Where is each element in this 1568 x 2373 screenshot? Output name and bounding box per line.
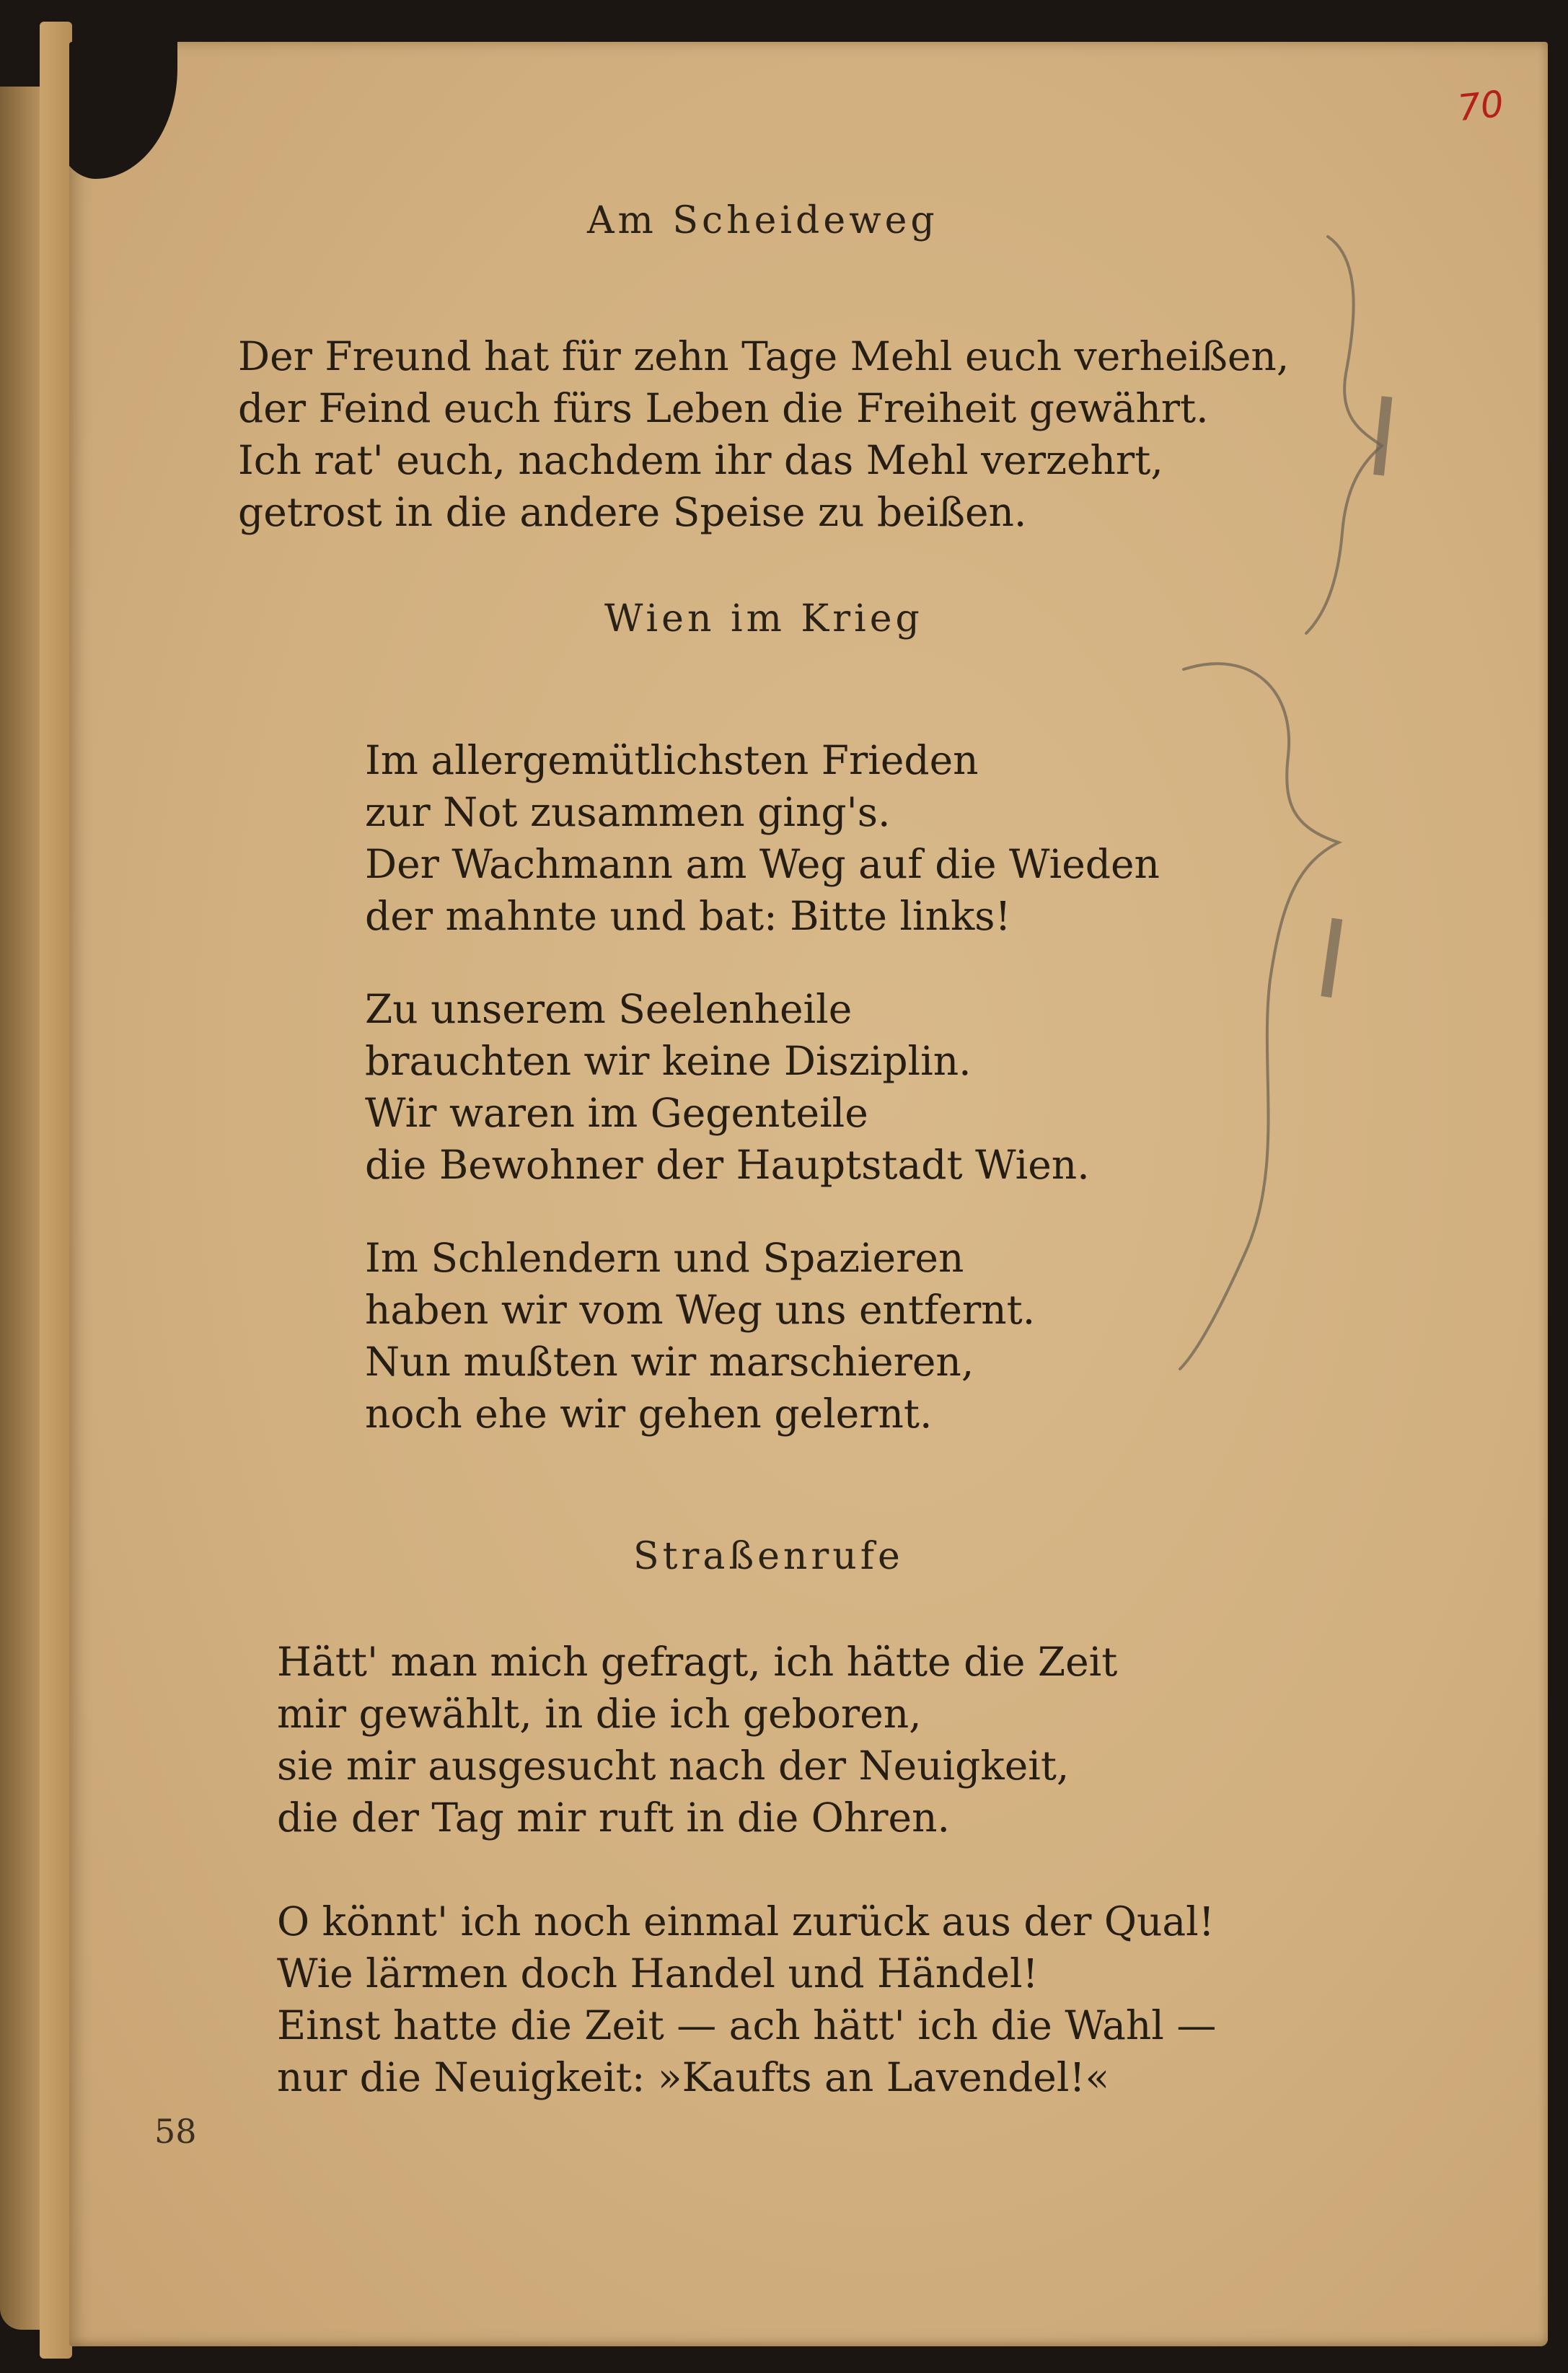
verse-line: Im Schlendern und Spazieren [365,1235,964,1281]
poem-title-strassenrufe: Straßenrufe [633,1535,904,1578]
verse-line: Im allergemütlichsten Frieden [365,737,979,783]
page-number: 58 [154,2112,197,2151]
verse-line: sie mir ausgesucht nach der Neuigkeit, [277,1743,1070,1789]
book-spine [40,22,72,2359]
page-text [69,42,1548,2346]
verse-line: getrost in die andere Speise zu beißen. [238,489,1027,535]
verse-line: O könnt' ich noch einmal zurück aus der Qual! [277,1898,1215,1945]
stanza [365,983,1090,1191]
verse-line: nur die Neuigkeit: »Kaufts an Lavendel!« [277,2054,1110,2100]
pencil-mark-i-2: I [1306,896,1356,1025]
verse-line: die der Tag mir ruft in die Ohren. [277,1795,951,1841]
verse-line: Zu unserem Seelenheile [365,986,853,1032]
stanza [365,1232,1035,1440]
verse-line: Wie lärmen doch Handel und Händel! [277,1950,1039,1996]
stanza [277,1636,1117,1844]
verse-line: Der Freund hat für zehn Tage Mehl euch verheißen, [238,333,1290,379]
verse-line: mir gewählt, in die ich geboren, [277,1691,922,1737]
verse-line: zur Not zusammen ging's. [365,789,891,835]
verse-line: der Feind euch fürs Leben die Freiheit gewährt. [238,385,1209,431]
verse-line: haben wir vom Weg uns entfernt. [365,1287,1036,1333]
verse-line: Hätt' man mich gefragt, ich hätte die Zeit [277,1639,1118,1685]
verse-line: der mahnte und bat: Bitte links! [365,893,1011,939]
poem-title-am-scheideweg: Am Scheideweg [587,199,938,242]
verse-line: noch ehe wir gehen gelernt. [365,1391,933,1437]
verse-line: Der Wachmann am Weg auf die Wieden [365,841,1160,887]
verse-line: Wir waren im Gegenteile [365,1090,868,1136]
verse-line: die Bewohner der Hauptstadt Wien. [365,1142,1090,1188]
verse-line: Ich rat' euch, nachdem ihr das Mehl verzehrt, [238,437,1163,483]
poem-title-wien-im-krieg: Wien im Krieg [604,597,923,640]
stanza [277,1896,1216,2103]
stanza [365,734,1160,942]
stanza [238,330,1289,538]
pencil-mark-i-1: I [1360,374,1405,503]
verse-line: Nun mußten wir marschieren, [365,1339,974,1385]
verse-line: brauchten wir keine Disziplin. [365,1038,972,1084]
book-page [69,42,1548,2346]
archive-number: 70 [1455,82,1506,130]
verse-line: Einst hatte die Zeit — ach hätt' ich die Wahl — [277,2002,1217,2048]
